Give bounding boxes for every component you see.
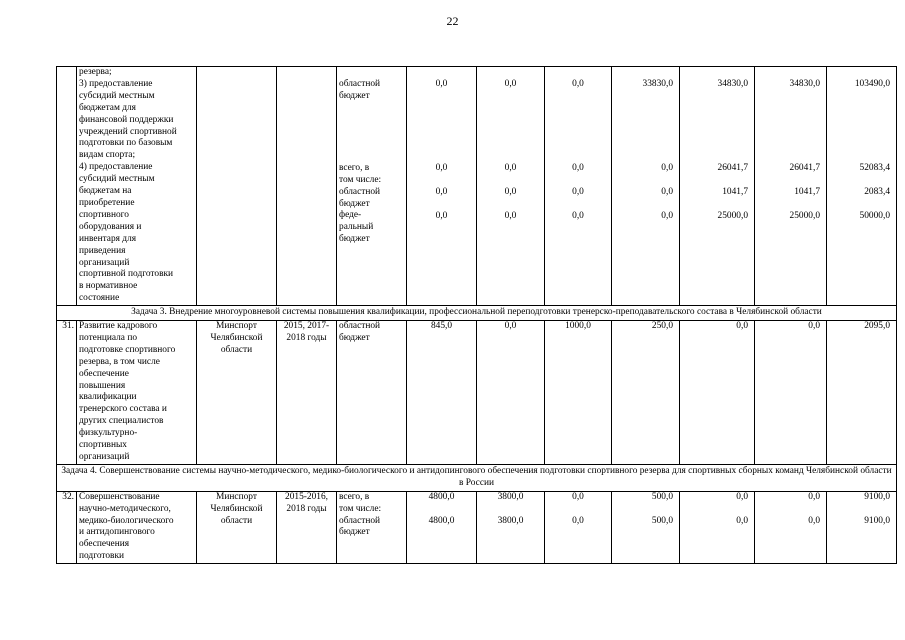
spacer <box>757 199 820 211</box>
spacer <box>829 103 890 115</box>
description-line: других специалистов <box>79 416 164 427</box>
spacer <box>479 199 542 211</box>
amount-cell <box>545 67 612 306</box>
activity-description <box>77 491 197 563</box>
funding-source-line: бюджет <box>339 198 370 209</box>
table-row <box>57 321 897 465</box>
description-line: потенциала по <box>79 332 138 343</box>
spacer <box>479 115 542 127</box>
description-line: финансовой поддержки <box>79 114 174 125</box>
spacer <box>547 115 609 127</box>
amount-value: 0,0 <box>808 321 820 332</box>
amount-cell <box>477 321 545 465</box>
description-line: видам спорта; <box>79 150 136 161</box>
amount-value: 0,0 <box>661 187 673 197</box>
amount-cell <box>545 321 612 465</box>
spacer <box>409 504 474 516</box>
amount-value: 0,0 <box>504 187 517 197</box>
task-heading-row <box>57 306 897 321</box>
description-line: повышения <box>79 380 126 391</box>
spacer <box>757 103 820 115</box>
description-line: бюджетам на <box>79 186 132 197</box>
description-line: квалификации <box>79 392 137 403</box>
amount-value: 4800,0 <box>428 515 455 526</box>
amount-cell <box>407 67 477 306</box>
description-line: резерва, в том числе <box>79 356 160 367</box>
spacer <box>339 127 404 139</box>
description-line: инвентаря для <box>79 233 137 244</box>
spacer <box>339 115 404 127</box>
amount-cell <box>407 321 477 465</box>
spacer <box>757 175 820 187</box>
spacer <box>409 127 474 139</box>
spacer <box>829 67 890 79</box>
spacer <box>682 175 748 187</box>
description-line: организаций <box>79 257 130 268</box>
spacer <box>829 175 890 187</box>
spacer <box>547 127 609 139</box>
amount-cell <box>827 321 897 465</box>
amount-cell <box>477 67 545 306</box>
amount-value: 0,0 <box>572 79 584 89</box>
amount-cell <box>755 67 827 306</box>
amount-value: 0,0 <box>808 515 820 526</box>
amount-cell <box>755 491 827 563</box>
spacer <box>479 67 542 79</box>
amount-value: 1000,0 <box>565 321 591 332</box>
activity-description <box>77 321 197 465</box>
spacer <box>409 103 474 115</box>
spacer <box>479 103 542 115</box>
funding-source-line: том числе: <box>339 174 382 185</box>
description-line: приведения <box>79 245 126 256</box>
amount-cell <box>827 491 897 563</box>
spacer <box>757 67 820 79</box>
amount-value: 25000,0 <box>789 211 820 221</box>
spacer <box>682 115 748 127</box>
spacer <box>409 151 474 163</box>
spacer <box>547 175 609 187</box>
spacer <box>829 139 890 151</box>
amount-value: 0,0 <box>736 515 748 526</box>
spacer <box>479 504 542 516</box>
spacer <box>339 103 404 115</box>
spacer <box>682 504 748 516</box>
amount-value: 26041,7 <box>717 163 748 173</box>
spacer <box>614 91 673 103</box>
spacer <box>757 151 820 163</box>
amount-value: 500,0 <box>651 491 673 502</box>
amount-value: 0,0 <box>572 491 584 502</box>
spacer <box>339 139 404 151</box>
spacer <box>547 91 609 103</box>
spacer <box>757 139 820 151</box>
amount-value: 4800,0 <box>428 491 455 502</box>
spacer <box>614 67 673 79</box>
spacer <box>614 103 673 115</box>
row-number: 31. <box>57 321 77 465</box>
period <box>277 67 337 306</box>
spacer <box>829 127 890 139</box>
description-line: бюджетам для <box>79 102 136 113</box>
spacer <box>409 91 474 103</box>
amount-value: 3800,0 <box>497 515 524 526</box>
amount-value: 0,0 <box>808 491 820 502</box>
amount-value: 0,0 <box>572 187 584 197</box>
description-line: субсидий местным <box>79 90 155 101</box>
description-line: организаций <box>79 452 130 462</box>
amount-value: 500,0 <box>651 515 673 526</box>
spacer <box>757 115 820 127</box>
amount-value: 2083,4 <box>864 187 890 197</box>
description-line: спортивных <box>79 440 127 451</box>
description-line: в нормативное <box>79 281 138 292</box>
amount-cell <box>680 67 755 306</box>
description-line: подготовке спортивного <box>79 344 176 355</box>
amount-cell <box>827 67 897 306</box>
amount-value: 33830,0 <box>642 79 673 89</box>
description-line: учреждений спортивной <box>79 126 177 137</box>
spacer <box>479 139 542 151</box>
spacer <box>682 199 748 211</box>
amount-value: 0,0 <box>435 163 448 173</box>
funding-source <box>337 321 407 465</box>
spacer <box>409 115 474 127</box>
amount-cell <box>680 321 755 465</box>
amount-value: 1041,7 <box>722 187 748 197</box>
spacer <box>829 504 890 516</box>
activity-description <box>77 67 197 306</box>
description-line: резерва; <box>79 67 112 77</box>
description-line: 3) предоставление <box>79 78 153 89</box>
amount-cell <box>477 491 545 563</box>
description-line: физкультурно- <box>79 428 138 439</box>
task-heading: Задача 3. Внедрение многоуровневой системы повышения квалификации, профессиональной переподготовки тренерско-преподавательского состава в Челябинской области <box>57 306 897 321</box>
description-line: спортивной подготовки <box>79 269 174 280</box>
amount-cell <box>612 321 680 465</box>
spacer <box>614 139 673 151</box>
spacer <box>682 103 748 115</box>
description-line: Совершенствование <box>79 491 160 502</box>
funding-source <box>337 67 407 306</box>
spacer <box>682 67 748 79</box>
amount-value: 0,0 <box>435 187 448 197</box>
page-number: 22 <box>446 14 459 28</box>
spacer <box>479 91 542 103</box>
amount-value: 0,0 <box>504 321 517 332</box>
task-heading: Задача 4. Совершенствование системы научно-методического, медико-биологического и антидопингового обеспечения подготовки спортивного резерва для спортивных сборных команд Челябинской области в России <box>57 464 897 491</box>
amount-value: 9100,0 <box>864 491 890 502</box>
funding-source <box>337 491 407 563</box>
spacer <box>479 127 542 139</box>
spacer <box>547 199 609 211</box>
spacer <box>339 151 404 163</box>
description-line: тренерского состава и <box>79 404 167 415</box>
spacer <box>614 199 673 211</box>
row-number: 32. <box>57 491 77 563</box>
amount-value: 0,0 <box>504 79 517 89</box>
funding-source-line: всего, в <box>339 162 370 173</box>
period: 2015-2016, 2018 годы <box>277 491 337 563</box>
amount-value: 0,0 <box>661 211 673 221</box>
spacer <box>829 91 890 103</box>
amount-value: 0,0 <box>661 163 673 173</box>
amount-cell <box>545 491 612 563</box>
amount-value: 0,0 <box>572 211 584 221</box>
amount-value: 26041,7 <box>789 163 820 173</box>
description-line: обеспечение <box>79 368 129 379</box>
description-line: обеспечения <box>79 539 130 550</box>
amount-cell <box>612 491 680 563</box>
spacer <box>479 151 542 163</box>
spacer <box>339 67 404 79</box>
description-line: спортивного <box>79 209 129 220</box>
amount-value: 2095,0 <box>864 321 890 332</box>
period: 2015, 2017-2018 годы <box>277 321 337 465</box>
amount-cell <box>612 67 680 306</box>
description-line: приобретение <box>79 197 135 208</box>
amount-cell <box>407 491 477 563</box>
funding-source-line: областной <box>339 321 381 332</box>
amount-value: 0,0 <box>435 79 448 89</box>
spacer <box>547 151 609 163</box>
funding-source-line: бюджет <box>339 90 370 101</box>
program-activities-table <box>56 66 897 564</box>
funding-source-line: всего, в <box>339 491 370 502</box>
spacer <box>409 67 474 79</box>
funding-source-line: областной <box>339 79 381 89</box>
task-heading-row <box>57 464 897 491</box>
spacer <box>479 175 542 187</box>
spacer <box>682 91 748 103</box>
spacer <box>682 139 748 151</box>
spacer <box>409 175 474 187</box>
spacer <box>829 115 890 127</box>
table-body <box>57 67 897 564</box>
row-number <box>57 67 77 306</box>
funding-source-line: том числе: <box>339 503 382 514</box>
amount-value: 1041,7 <box>794 187 820 197</box>
amount-value: 0,0 <box>435 211 448 221</box>
description-line: научно-методического, <box>79 503 171 514</box>
amount-value: 0,0 <box>572 515 584 526</box>
spacer <box>547 504 609 516</box>
amount-value: 50000,0 <box>859 211 890 221</box>
amount-value: 3800,0 <box>497 491 524 502</box>
spacer <box>547 103 609 115</box>
funding-source-line: феде- <box>339 210 362 221</box>
spacer <box>409 199 474 211</box>
spacer <box>547 67 609 79</box>
spacer <box>757 504 820 516</box>
executor: Минспорт Челябинской области <box>197 491 277 563</box>
spacer <box>614 115 673 127</box>
amount-value: 250,0 <box>651 321 673 332</box>
amount-value: 34830,0 <box>717 79 748 89</box>
amount-value: 25000,0 <box>717 211 748 221</box>
amount-value: 9100,0 <box>864 515 890 526</box>
funding-source-line: бюджет <box>339 527 370 538</box>
spacer <box>829 151 890 163</box>
amount-value: 0,0 <box>572 163 584 173</box>
funding-source-line: бюджет <box>339 332 370 343</box>
funding-source-line: областной <box>339 515 381 526</box>
spacer <box>409 139 474 151</box>
spacer <box>614 151 673 163</box>
spacer <box>757 127 820 139</box>
table-row <box>57 67 897 306</box>
funding-source-line: областной <box>339 186 381 197</box>
description-line: медико-биологического <box>79 515 174 526</box>
description-line: подготовки по базовым <box>79 138 173 149</box>
amount-value: 0,0 <box>504 211 517 221</box>
amount-value: 52083,4 <box>859 163 890 173</box>
description-line: состояние <box>79 293 120 304</box>
spacer <box>547 139 609 151</box>
amount-value: 103490,0 <box>854 79 890 89</box>
description-line: 4) предоставление <box>79 162 153 173</box>
spacer <box>682 151 748 163</box>
executor: Минспорт Челябинской области <box>197 321 277 465</box>
description-line: подготовки <box>79 551 125 562</box>
description-line: Развитие кадрового <box>79 321 158 332</box>
amount-value: 34830,0 <box>789 79 820 89</box>
amount-cell <box>680 491 755 563</box>
amount-value: 0,0 <box>504 163 517 173</box>
funding-source-line: ральный <box>339 222 374 233</box>
description-line: и антидопингового <box>79 527 155 538</box>
spacer <box>682 127 748 139</box>
spacer <box>757 91 820 103</box>
description-line: субсидий местным <box>79 174 155 185</box>
funding-source-line: бюджет <box>339 234 370 245</box>
spacer <box>829 199 890 211</box>
executor <box>197 67 277 306</box>
spacer <box>614 175 673 187</box>
table-row <box>57 491 897 563</box>
amount-cell <box>755 321 827 465</box>
spacer <box>614 127 673 139</box>
amount-value: 0,0 <box>736 491 748 502</box>
amount-value: 845,0 <box>430 321 453 332</box>
amount-value: 0,0 <box>736 321 748 332</box>
description-line: оборудования и <box>79 221 142 232</box>
spacer <box>614 504 673 516</box>
